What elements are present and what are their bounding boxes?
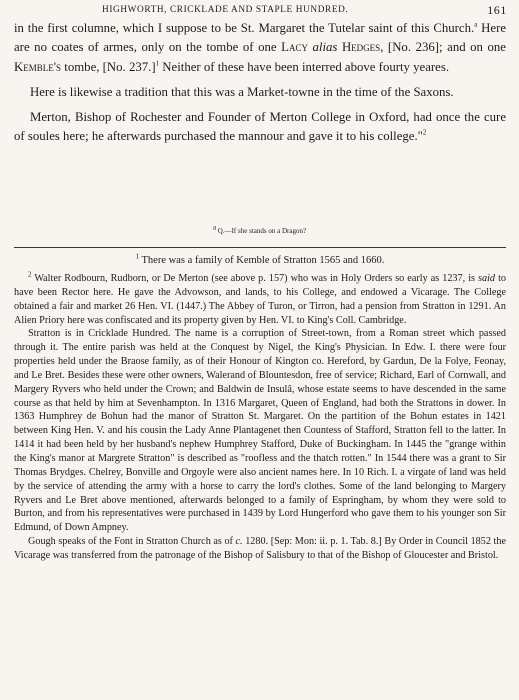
footnote-1-marker: 1 (135, 252, 140, 261)
running-title: HIGHWORTH, CRICKLADE AND STAPLE HUNDRED. (102, 5, 349, 15)
text-run: Merton, Bishop of Rochester and Founder of Merton College in Oxford, had once the cure of soules here; he afterwards purchased the mannour and gave it to his college." (14, 110, 506, 144)
footnote-2 (14, 272, 506, 563)
footnote-marker-a: a (474, 20, 478, 29)
text-run: , [No. 236]; and on one (380, 40, 506, 55)
footnote-2-paragraph-3 (14, 535, 506, 563)
italic-said: said (478, 273, 496, 284)
text-run: Neither of these have been interred above fourty yeares. (159, 59, 450, 74)
name-hedges: Hedges (341, 40, 381, 55)
footnote-2-paragraph-1 (14, 272, 506, 327)
text-run: in the first columne, which I suppose to be St. Margaret the Tutelar saint of this Church. (14, 21, 475, 35)
footnote-marker-1: 1 (155, 59, 160, 68)
footnote-1 (14, 254, 506, 268)
main-paragraph-1 (14, 19, 506, 77)
name-kemble: Kemble's (14, 59, 62, 74)
italic-alias: alias (307, 40, 342, 55)
gloss-marker: a (212, 223, 217, 232)
text-run: Walter Rodbourn, Rudborn, or De Merton (see above p. 157) who was in Holy Orders so early as 1237, is (31, 273, 479, 284)
marginal-gloss (0, 223, 519, 236)
gloss-text: Q.—If she stands on a Dragon? (216, 227, 307, 235)
text-run: 1280. [Sep: Mon: ii. p. 1. Tab. 8.] By Order in Council 1852 the Vicarage was transferred from the patronage of the Bishop of Salisbury to that of the Bishop of Gloucester and Bristol. (14, 536, 506, 561)
page-number: 161 (487, 3, 507, 17)
main-paragraph-2: Here is likewise a tradition that this was a Market-towne in the time of the Saxons. (30, 84, 454, 99)
footnote-divider (14, 247, 506, 248)
footnote-2-paragraph-2: Stratton is in Cricklade Hundred. The name is a corruption of Street-town, from a Roman street which passed through it. The entire parish was held at the Conquest by Nigel, the King's Physician. In Edw. I. there were four properties held under the Braose family, as of their Honour of Kington co. Hereford, by Gardun, De la Folye, Feonay, and Le Bret. Besides these were other owners, Walerand of Blountesdon, free of service; Richard, Earl of Cornwall, and Margery Ryvers who held under the Crown; and Baldwin de Insulâ, whose estate seems to have descended in the same course as that held by him at Sevenhampton. In 1316 Margaret, Queen of England, had both the Strattons in dower. In 1363 Humphrey de Bohun had the manor of Stratton St. Margaret. On the partition of the Bohun estates in 1421 between King Hen. V. and his cousin the Lady Anne Plantagenet then Countess of Stafford, Stratton fell to the latter. In 1414 it had been held by her husband's nephew Humphrey Stafford, Duke of Buckingham. In 1445 the "grange within the King's manor at Margrete Stratton" is described as "roofless and the thatch rotten." In 1544 there was a grant to Sir Thomas Brydges. Chelrey, Bonville and Orgoyle were also ancient names here. In 10 Rich. I. a virgate of land was held by the service of attending the army with a horse to carry the lord's clothes. Some of the land belonging to Margery Ryvers and Le Bret above mentioned, afterwards belonged to a family of Espringham, by whom they were sold to Burton, and from his representatives were purchased in 1439 by Lord Hungerford who gave them to his younger son Sir Edmund, of Down Ampney. (14, 328, 506, 534)
footnote-2-marker: 2 (28, 270, 32, 279)
text-run: tombe, [No. 237.] (61, 59, 156, 74)
text-run: to have been Rector here. He gave the Advowson, and lands, to his College, and endowed a Vicarage. The College obtained a fair and market 26 Hen. VI. (1447.) The Abbey of Turon, or Tirron, had a pension from Stratton in 1291. An Alien Priory here was confiscated and its property given by Hen. VI. to King's Coll. Cambridge. (14, 273, 506, 326)
text-run: Gough speaks of the Font in Stratton Church as of (28, 536, 236, 548)
main-text (14, 19, 506, 153)
main-paragraph-3 (14, 108, 506, 147)
footnote-marker-2: 2 (422, 129, 427, 138)
footnote-1-text: There was a family of Kemble of Stratton 1565 and 1660. (139, 255, 385, 266)
italic-circa: c. (235, 536, 243, 548)
running-head (14, 3, 507, 17)
name-lacy: Lacy (281, 40, 308, 55)
text-run: Here are no coates of armes, only on the tombe of one (14, 21, 507, 55)
